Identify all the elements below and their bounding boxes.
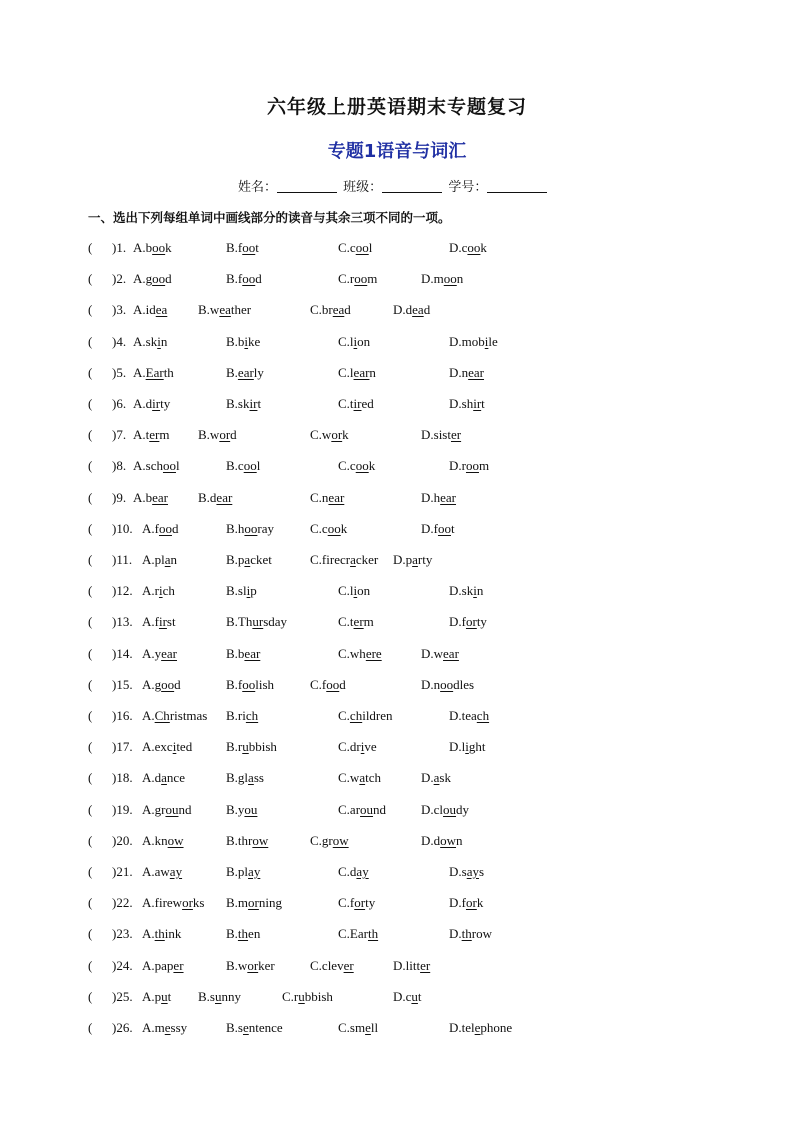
- question-row: [0, 521, 794, 541]
- underlined-letters: ou: [165, 801, 179, 817]
- underlined-letters: or: [465, 614, 477, 630]
- underlined-letters: oo: [465, 458, 479, 474]
- underlined-letters: oo: [162, 458, 176, 474]
- option-b: B.worker: [226, 957, 275, 973]
- option-d: D.says: [449, 864, 485, 879]
- option-d: D.cloudy: [421, 801, 470, 817]
- class-blank[interactable]: [382, 180, 442, 193]
- option-b: B.rich: [226, 708, 259, 723]
- option-b: B.foot: [226, 240, 259, 255]
- question-row: [0, 396, 794, 416]
- underlined-letters: Ch: [154, 708, 170, 723]
- option-a: A.school: [133, 458, 180, 474]
- option-c: C.smell: [338, 1020, 379, 1035]
- option-a: A.year: [142, 645, 178, 661]
- option-a: A.skin: [133, 333, 168, 349]
- answer-paren[interactable]: (: [88, 489, 93, 505]
- question-number: )24.: [112, 957, 133, 973]
- underlined-letters: a: [161, 770, 167, 786]
- question-number: )10.: [112, 520, 133, 536]
- option-b: B.hooray: [226, 520, 275, 536]
- question-row: [0, 802, 794, 822]
- option-d: D.near: [449, 364, 485, 380]
- underlined-letters: ear: [443, 645, 459, 661]
- option-d: D.dead: [393, 302, 431, 318]
- underlined-letters: ay: [248, 864, 261, 879]
- option-a: A.excited: [142, 739, 193, 755]
- underlined-letters: i: [353, 333, 358, 349]
- option-c: C.watch: [338, 770, 381, 786]
- underlined-letters: oo: [443, 271, 457, 287]
- option-c: C.lion: [338, 333, 371, 349]
- option-c: C.day: [338, 864, 369, 879]
- underlined-letters: i: [246, 583, 251, 599]
- name-blank[interactable]: [277, 180, 337, 193]
- option-d: D.cut: [393, 988, 422, 1004]
- option-b: B.throw: [226, 832, 269, 848]
- question-row: [0, 365, 794, 385]
- underlined-letters: or: [182, 895, 193, 911]
- underlined-letters: ir: [353, 396, 362, 411]
- option-b: B.foolish: [226, 676, 275, 692]
- underlined-letters: or: [219, 427, 231, 443]
- underlined-letters: ir: [473, 396, 482, 411]
- question-number: )14.: [112, 645, 133, 661]
- option-c: C.Earth: [338, 926, 379, 942]
- option-d: D.light: [449, 739, 486, 755]
- option-d: D.telephone: [449, 1020, 513, 1035]
- underlined-letters: ear: [237, 364, 254, 380]
- option-a: A.good: [133, 271, 172, 287]
- underlined-letters: or: [247, 957, 259, 973]
- underlined-letters: ea: [332, 302, 345, 318]
- underlined-letters: th: [367, 926, 379, 942]
- page-title: 六年级上册英语期末专题复习: [266, 96, 527, 118]
- answer-paren[interactable]: (: [88, 832, 93, 848]
- option-c: C.near: [310, 489, 345, 505]
- option-a: A.book: [133, 240, 172, 255]
- underlined-letters: ir: [152, 396, 161, 411]
- option-c: C.clever: [310, 957, 354, 973]
- option-a: A.think: [142, 926, 182, 942]
- option-b: B.packet: [226, 552, 272, 567]
- underlined-letters: er: [450, 427, 462, 443]
- option-d: D.cook: [449, 240, 487, 255]
- answer-paren[interactable]: (: [88, 988, 93, 1004]
- question-number: )1.: [112, 240, 127, 255]
- underlined-letters: i: [244, 333, 249, 349]
- underlined-letters: ear: [353, 364, 370, 380]
- option-b: B.food: [226, 271, 262, 287]
- option-a: A.messy: [142, 1020, 188, 1035]
- question-number: )25.: [112, 988, 133, 1004]
- option-b: B.dear: [198, 489, 233, 505]
- option-b: B.sunny: [198, 988, 241, 1004]
- underlined-letters: u: [161, 988, 168, 1004]
- underlined-letters: ear: [161, 645, 178, 661]
- option-d: D.shirt: [449, 396, 485, 411]
- underlined-letters: oo: [437, 520, 451, 536]
- option-a: A.ground: [142, 801, 192, 817]
- name-label: 姓名：: [238, 180, 278, 195]
- option-c: C.learn: [338, 364, 376, 380]
- answer-paren[interactable]: (: [88, 1020, 93, 1035]
- underlined-letters: ch: [349, 708, 363, 723]
- answer-paren[interactable]: (: [88, 708, 93, 723]
- option-c: C.children: [338, 708, 393, 723]
- option-d: D.moon: [421, 271, 464, 287]
- option-b: B.bike: [226, 333, 261, 349]
- option-d: D.sister: [421, 427, 462, 443]
- underlined-letters: ea: [412, 302, 424, 318]
- question-row: [0, 583, 794, 603]
- question-row: [0, 240, 794, 260]
- option-d: D.hear: [421, 489, 457, 505]
- answer-paren[interactable]: (: [88, 895, 93, 911]
- question-row: [0, 334, 794, 354]
- option-c: C.lion: [338, 583, 371, 599]
- question-row: [0, 646, 794, 666]
- option-c: C.drive: [338, 739, 377, 755]
- underlined-letters: or: [248, 895, 259, 911]
- option-c: C.bread: [310, 302, 351, 318]
- question-row: [0, 614, 794, 634]
- question-number: )2.: [112, 271, 127, 287]
- option-a: A.idea: [133, 302, 168, 318]
- option-d: D.fork: [449, 895, 484, 911]
- option-b: B.Thursday: [226, 614, 288, 630]
- option-a: A.know: [142, 832, 184, 848]
- question-number: )5.: [112, 364, 127, 380]
- option-b: B.morning: [226, 895, 283, 911]
- underlined-letters: i: [172, 739, 177, 755]
- underlined-letters: a: [248, 770, 254, 786]
- question-number: )15.: [112, 676, 133, 692]
- underlined-letters: oo: [242, 271, 256, 287]
- option-a: A.Christmas: [142, 708, 208, 723]
- question-row: [0, 1020, 794, 1040]
- question-row: [0, 458, 794, 478]
- option-d: D.room: [449, 458, 490, 474]
- option-a: A.plan: [142, 552, 178, 567]
- option-c: C.cook: [310, 520, 348, 536]
- underlined-letters: e: [474, 1020, 481, 1035]
- option-a: A.food: [142, 520, 179, 536]
- answer-paren[interactable]: (: [88, 520, 93, 536]
- question-number: )13.: [112, 614, 133, 630]
- underlined-letters: i: [465, 739, 469, 755]
- option-c: C.cool: [338, 240, 373, 255]
- underlined-letters: ur: [252, 614, 264, 630]
- option-b: B.bear: [226, 645, 261, 661]
- underlined-letters: ir: [158, 614, 167, 630]
- underlined-letters: oo: [242, 676, 256, 692]
- answer-paren[interactable]: (: [88, 770, 93, 786]
- answer-paren[interactable]: (: [88, 271, 93, 287]
- underlined-letters: a: [244, 552, 251, 567]
- underlined-letters: ear: [440, 489, 457, 505]
- option-b: B.sentence: [226, 1020, 283, 1035]
- underlined-letters: ear: [328, 489, 345, 505]
- option-d: D.teach: [449, 708, 490, 723]
- option-d: D.litter: [393, 957, 431, 973]
- underlined-letters: oo: [354, 271, 368, 287]
- section-heading: 一、选出下列每组单词中画线部分的读音与其余三项不同的一项。: [88, 210, 451, 225]
- option-d: D.forty: [449, 614, 487, 630]
- option-a: A.good: [142, 676, 181, 692]
- underlined-letters: oo: [158, 520, 172, 536]
- answer-paren[interactable]: (: [88, 645, 93, 661]
- option-d: D.skin: [449, 583, 484, 599]
- option-b: B.then: [226, 926, 261, 942]
- answer-paren[interactable]: (: [88, 396, 93, 411]
- underlined-letters: th: [461, 926, 472, 942]
- question-number: )26.: [112, 1020, 133, 1035]
- question-number: )16.: [112, 708, 133, 723]
- question-number: )23.: [112, 926, 133, 942]
- underlined-letters: i: [360, 739, 365, 755]
- option-c: C.cook: [338, 458, 376, 474]
- underlined-letters: or: [354, 895, 366, 911]
- question-number: )11.: [112, 552, 133, 567]
- underlined-letters: or: [331, 427, 343, 443]
- underlined-letters: er: [353, 614, 364, 630]
- option-c: C.room: [338, 271, 378, 287]
- underlined-letters: ay: [466, 864, 479, 879]
- class-label: 班级：: [343, 180, 383, 195]
- underlined-letters: ou: [443, 801, 457, 817]
- underlined-letters: u: [298, 988, 305, 1004]
- question-number: )22.: [112, 895, 133, 911]
- underlined-letters: ay: [356, 864, 369, 879]
- answer-paren[interactable]: (: [88, 739, 93, 755]
- option-b: B.skirt: [226, 396, 262, 411]
- question-row: [0, 677, 794, 697]
- answer-paren[interactable]: (: [88, 427, 93, 443]
- underlined-letters: or: [465, 895, 477, 911]
- underlined-letters: er: [420, 957, 431, 973]
- option-c: C.where: [338, 645, 382, 661]
- underlined-letters: e: [365, 1020, 371, 1035]
- underlined-letters: er: [149, 427, 160, 443]
- underlined-letters: oo: [327, 520, 341, 536]
- underlined-letters: ow: [332, 832, 349, 848]
- answer-paren[interactable]: (: [88, 926, 93, 942]
- option-d: D.foot: [421, 520, 455, 536]
- underlined-letters: ch: [476, 708, 490, 723]
- answer-paren[interactable]: (: [88, 583, 93, 599]
- question-row: [0, 490, 794, 510]
- question-number: )3.: [112, 302, 127, 318]
- underlined-letters: th: [154, 926, 165, 942]
- underlined-letters: oo: [161, 676, 175, 692]
- underlined-letters: i: [157, 333, 161, 349]
- question-row: [0, 989, 794, 1009]
- underlined-letters: ch: [245, 708, 259, 723]
- option-b: B.early: [226, 364, 264, 380]
- question-number: )8.: [112, 458, 127, 474]
- underlined-letters: a: [412, 552, 418, 567]
- answer-paren[interactable]: (: [88, 333, 93, 349]
- question-number: )6.: [112, 396, 127, 411]
- answer-paren[interactable]: (: [88, 552, 93, 567]
- option-c: C.rubbish: [282, 988, 333, 1004]
- underlined-letters: ear: [216, 489, 233, 505]
- underlined-letters: u: [411, 988, 418, 1004]
- option-c: C.grow: [310, 832, 349, 848]
- underlined-letters: oo: [326, 676, 340, 692]
- underlined-letters: ear: [152, 489, 169, 505]
- question-row: [0, 271, 794, 291]
- underlined-letters: oo: [244, 520, 258, 536]
- option-b: B.rubbish: [226, 739, 277, 755]
- option-a: A.away: [142, 864, 183, 879]
- underlined-letters: er: [343, 957, 354, 973]
- underlined-letters: oo: [243, 458, 257, 474]
- question-number: )19.: [112, 801, 133, 817]
- underlined-letters: oo: [440, 676, 454, 692]
- underlined-letters: ow: [167, 832, 184, 848]
- answer-paren[interactable]: (: [88, 240, 93, 255]
- number-label: 学号：: [448, 180, 488, 195]
- option-b: B.slip: [226, 583, 257, 599]
- option-c: C.work: [310, 427, 349, 443]
- option-a: A.first: [142, 614, 176, 630]
- question-number: )7.: [112, 427, 127, 443]
- underlined-letters: ir: [249, 396, 258, 411]
- underlined-letters: i: [473, 583, 477, 599]
- option-a: A.term: [133, 427, 170, 443]
- underlined-letters: a: [359, 770, 366, 786]
- option-d: D.mobile: [449, 333, 498, 349]
- underlined-letters: oo: [152, 271, 166, 287]
- question-number: )18.: [112, 770, 133, 786]
- question-row: [0, 895, 794, 915]
- underlined-letters: oo: [467, 240, 481, 255]
- option-a: A.put: [142, 988, 172, 1004]
- question-row: [0, 739, 794, 759]
- underlined-letters: i: [353, 583, 358, 599]
- option-b: B.play: [226, 864, 261, 879]
- underlined-letters: e: [242, 1020, 249, 1035]
- answer-paren[interactable]: (: [88, 364, 93, 380]
- answer-paren[interactable]: (: [88, 864, 93, 879]
- student-info-line: [238, 176, 549, 195]
- underlined-letters: ere: [365, 645, 382, 661]
- answer-paren[interactable]: (: [88, 801, 93, 817]
- question-number: )20.: [112, 832, 133, 848]
- question-number: )4.: [112, 333, 127, 349]
- underlined-letters: er: [173, 957, 184, 973]
- answer-paren[interactable]: (: [88, 614, 93, 630]
- option-b: B.word: [198, 427, 237, 443]
- question-row: [0, 926, 794, 946]
- answer-paren[interactable]: (: [88, 302, 93, 318]
- underlined-letters: i: [484, 333, 489, 349]
- underlined-letters: ear: [244, 645, 261, 661]
- option-d: D.throw: [449, 926, 492, 942]
- option-c: C.food: [310, 676, 346, 692]
- option-d: D.ask: [421, 770, 451, 786]
- option-a: A.fireworks: [142, 895, 205, 911]
- underlined-letters: ou: [244, 801, 258, 817]
- underlined-letters: ow: [252, 832, 269, 848]
- underlined-letters: ea: [219, 302, 231, 318]
- page-subtitle: 专题1语音与词汇: [327, 141, 467, 162]
- underlined-letters: i: [158, 583, 163, 599]
- option-a: A.rich: [142, 583, 175, 599]
- option-b: B.you: [226, 801, 258, 817]
- question-number: )21.: [112, 864, 133, 879]
- underlined-letters: th: [237, 926, 249, 942]
- option-d: D.noodles: [421, 676, 475, 692]
- underlined-letters: a: [164, 552, 171, 567]
- question-row: [0, 302, 794, 322]
- underlined-letters: Ear: [145, 364, 164, 380]
- number-blank[interactable]: [487, 180, 547, 193]
- underlined-letters: oo: [355, 458, 369, 474]
- question-row: [0, 770, 794, 790]
- option-c: C.tired: [338, 396, 374, 411]
- option-b: B.cool: [226, 458, 261, 474]
- option-b: B.weather: [198, 302, 252, 318]
- underlined-letters: ay: [169, 864, 183, 879]
- underlined-letters: u: [242, 739, 249, 755]
- underlined-letters: ear: [468, 364, 485, 380]
- question-row: [0, 833, 794, 853]
- option-c: C.term: [338, 614, 374, 630]
- underlined-letters: oo: [355, 240, 369, 255]
- underlined-letters: ou: [360, 801, 374, 817]
- option-d: D.party: [393, 552, 433, 567]
- option-c: C.firecracker: [310, 552, 379, 567]
- underlined-letters: oo: [242, 240, 256, 255]
- option-d: D.wear: [421, 645, 459, 661]
- question-row: [0, 552, 794, 572]
- option-a: A.paper: [142, 957, 184, 973]
- option-d: D.down: [421, 832, 463, 848]
- underlined-letters: e: [164, 1020, 171, 1035]
- option-a: A.bear: [133, 489, 169, 505]
- question-row: [0, 864, 794, 884]
- answer-paren[interactable]: (: [88, 676, 93, 692]
- underlined-letters: ea: [155, 302, 168, 318]
- underlined-letters: a: [350, 552, 356, 567]
- underlined-letters: ow: [440, 832, 457, 848]
- underlined-letters: u: [214, 988, 222, 1004]
- option-a: A.Earth: [133, 364, 174, 380]
- question-number: )12.: [112, 583, 133, 599]
- question-number: )17.: [112, 739, 133, 755]
- option-a: A.dance: [142, 770, 185, 786]
- answer-paren[interactable]: (: [88, 458, 93, 474]
- question-row: [0, 708, 794, 728]
- option-a: A.dirty: [133, 396, 171, 411]
- option-c: C.around: [338, 801, 387, 817]
- answer-paren[interactable]: (: [88, 957, 93, 973]
- option-b: B.glass: [226, 770, 264, 786]
- underlined-letters: a: [433, 770, 440, 786]
- option-c: C.forty: [338, 895, 376, 911]
- underlined-letters: oo: [152, 240, 166, 255]
- question-number: )9.: [112, 489, 127, 505]
- question-row: [0, 427, 794, 447]
- question-row: [0, 958, 794, 978]
